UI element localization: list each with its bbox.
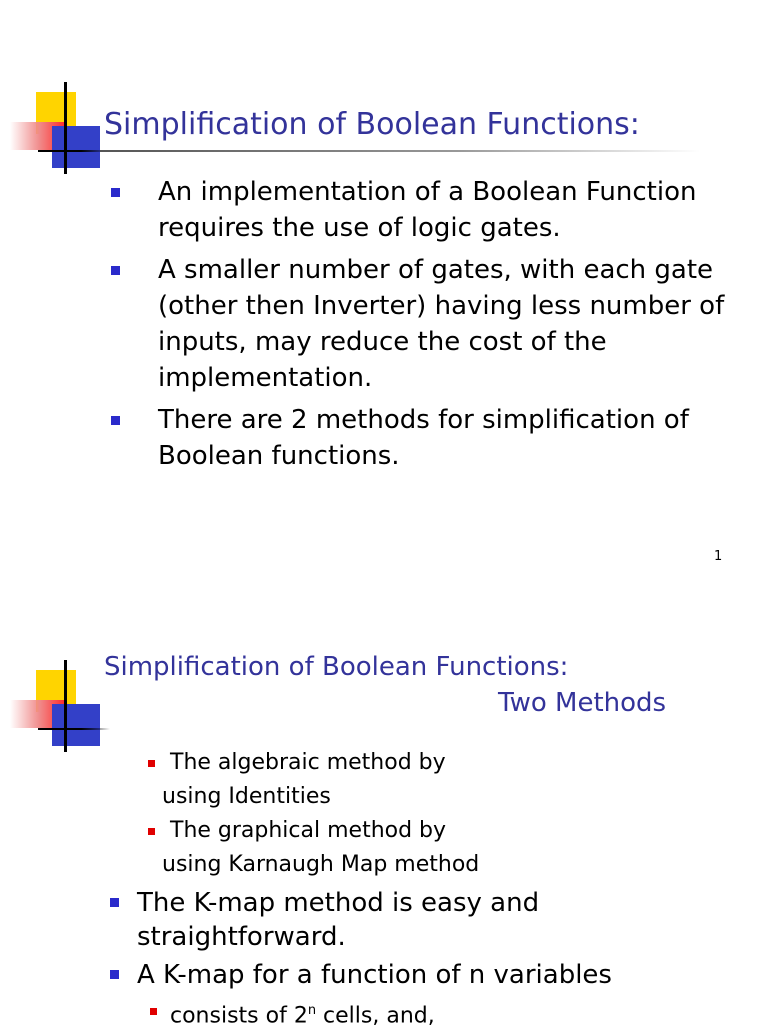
bullet-item: A K-map for a function of n variables [0, 958, 768, 992]
sub-bullet-line-1: The algebraic method by [170, 750, 446, 775]
cells-text-before: consists of 2 [170, 1003, 308, 1029]
cells-text-after: cells, and, [316, 1003, 435, 1029]
cells-exponent: n [307, 1003, 317, 1018]
title-rule [100, 150, 700, 152]
bullet-list [0, 746, 768, 1033]
slide-title-line-2: Two Methods [498, 688, 667, 718]
sub-bullet-item [0, 746, 768, 814]
slide-title: Simplification of Boolean Functions: [104, 107, 640, 142]
bullet-list [0, 174, 760, 480]
sub-bullet-item [0, 994, 768, 1033]
sub-bullet-line-2: using Identities [162, 784, 331, 809]
sub-bullet-line-1: The graphical method by [170, 818, 447, 843]
slide-logo [10, 660, 110, 752]
sub-bullet-line-2: using Karnaugh Map method [162, 852, 480, 877]
bullet-item: An implementation of a Boolean Function requires the use of logic gates. [0, 174, 760, 246]
slide-title-line-1: Simplification of Boolean Functions: [104, 652, 569, 682]
page-number: 1 [714, 549, 723, 564]
slide-2 [0, 640, 768, 1029]
bullet-item: A smaller number of gates, with each gate (other then Inverter) having less number of inputs, may reduce the cost of the implementation. [0, 252, 760, 396]
slide-logo [10, 82, 110, 174]
sub-bullet-item [0, 814, 768, 882]
bullet-item: The K-map method is easy and straightforward. [0, 886, 768, 954]
bullet-item: There are 2 methods for simplification of Boolean functions. [0, 402, 760, 474]
